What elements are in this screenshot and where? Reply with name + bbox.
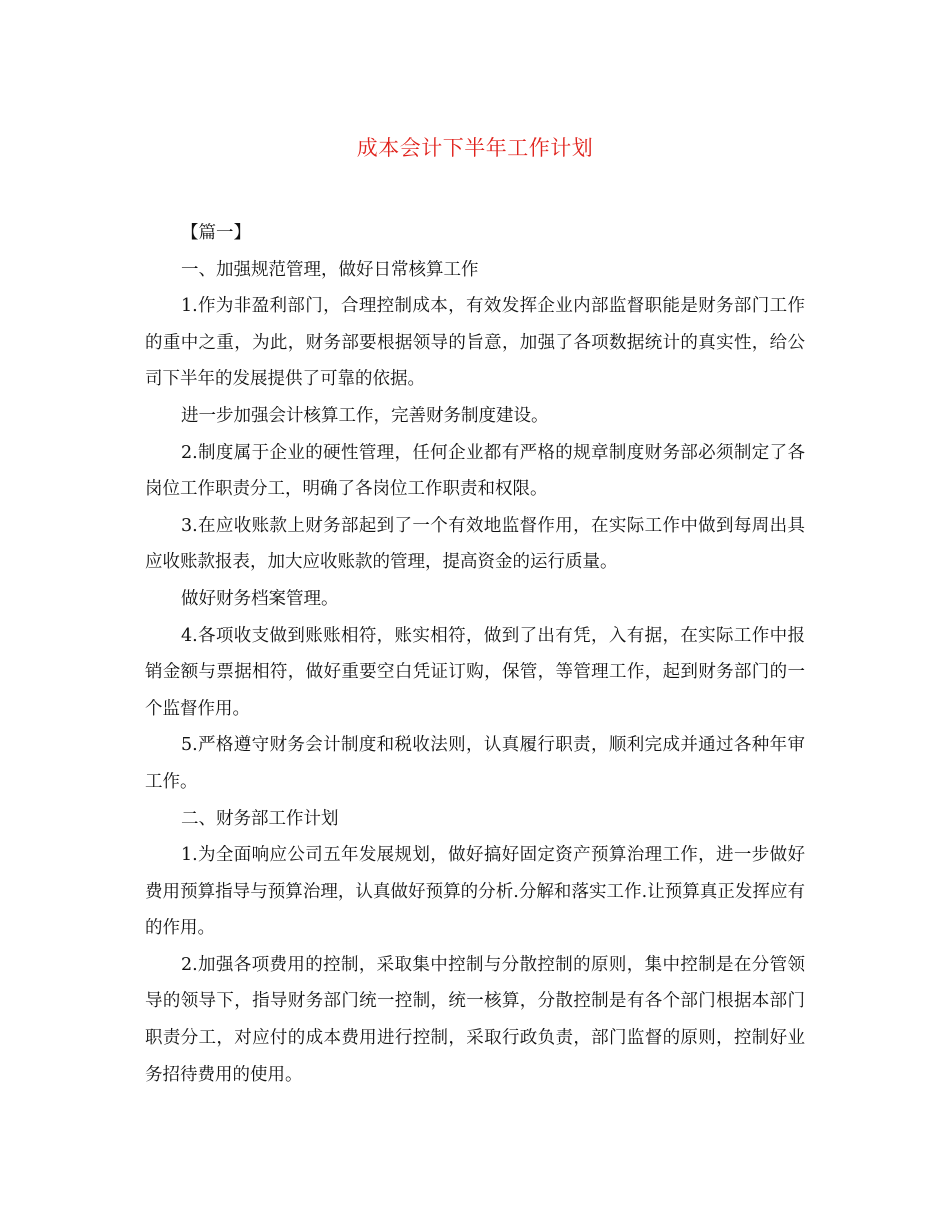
- document-title: 成本会计下半年工作计划: [356, 136, 594, 160]
- paragraph: 进一步加强会计核算工作，完善财务制度建设。: [181, 405, 549, 426]
- paragraph: 2.加强各项费用的控制，采取集中控制与分散控制的原则，集中控制是在分管领导的领导下，指导财务部门统一控制，统一核算，分散控制是有各个部门根据本部门职责分工，对应付的成本费用进行控制，采取行政负责，部门监督的原则，控制好业务招待费用的使用。: [145, 954, 805, 1085]
- paragraph: 4.各项收支做到账账相符，账实相符，做到了出有凭，入有据，在实际工作中报销金额与票据相符，做好重要空白凭证订购，保管，等管理工作，起到财务部门的一个监督作用。: [145, 625, 805, 719]
- section-heading-2: 二、财务部工作计划: [181, 808, 339, 829]
- paragraph: 1.为全面响应公司五年发展规划，做好搞好固定资产预算治理工作，进一步做好费用预算指导与预算治理，认真做好预算的分析.分解和落实工作.让预算真正发挥应有的作用。: [145, 845, 805, 939]
- paragraph: 3.在应收账款上财务部起到了一个有效地监督作用，在实际工作中做到每周出具应收账款报表，加大应收账款的管理，提高资金的运行质量。: [145, 515, 805, 573]
- paragraph: 2.制度属于企业的硬性管理，任何企业都有严格的规章制度财务部必须制定了各岗位工作职责分工，明确了各岗位工作职责和权限。: [145, 442, 805, 500]
- document-body: [145, 215, 805, 1093]
- section-heading-part-one: 【篇一】: [181, 223, 251, 243]
- paragraph: 做好财务档案管理。: [181, 588, 339, 609]
- paragraph: 5.严格遵守财务会计制度和税收法则，认真履行职责，顺利完成并通过各种年审工作。: [145, 735, 805, 792]
- section-heading-1: 一、加强规范管理，做好日常核算工作: [181, 259, 479, 280]
- paragraph: 1.作为非盈利部门，合理控制成本，有效发挥企业内部监督职能是财务部门工作的重中之重，为此，财务部要根据领导的旨意，加强了各项数据统计的真实性，给公司下半年的发展提供了可靠的依据。: [145, 296, 805, 390]
